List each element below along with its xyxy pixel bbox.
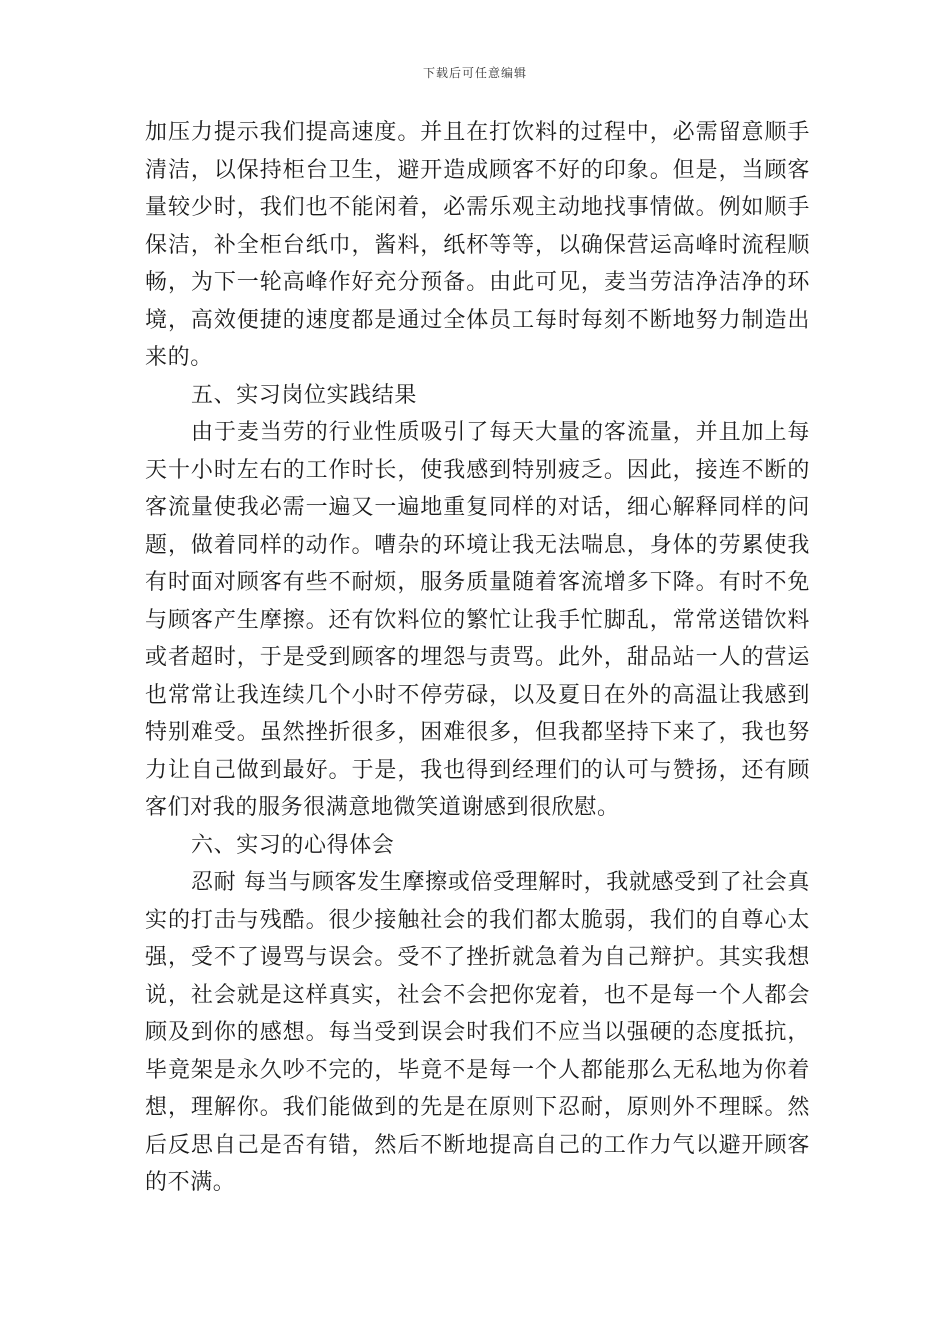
section-heading-5: 五、实习岗位实践结果: [191, 382, 418, 408]
paragraph-practice-results: 由于麦当劳的行业性质吸引了每天大量的客流量，并且加上每天十小时左右的工作时长，使我感到特别疲乏。因此，接连不断的客流量使我必需一遍又一遍地重复同样的对话，细心解释同样的问题，做着同样的动作。嘈杂的环境让我无法喘息，身体的劳累使我有时面对顾客有些不耐烦，服务质量随着客流增多下降。有时不免与顾客产生摩擦。还有饮料位的繁忙让我手忙脚乱，常常送错饮料或者超时，于是受到顾客的埋怨与责骂。此外，甜品站一人的营运也常常让我连续几个小时不停劳碌，以及夏日在外的高温让我感到特别难受。虽然挫折很多，困难很多，但我都坚持下来了，我也努力让自己做到最好。于是，我也得到经理们的认可与赞扬，还有顾客们对我的服务很满意地微笑道谢感到很欣慰。: [145, 420, 810, 820]
section-heading-6: 六、实习的心得体会: [191, 832, 395, 858]
document-body: [145, 114, 810, 1202]
page-header: 下载后可任意编辑: [422, 66, 527, 80]
paragraph-reflections: 忍耐 每当与顾客发生摩擦或倍受理解时，我就感受到了社会真实的打击与残酷。很少接触社会的我们都太脆弱，我们的自尊心太强，受不了谩骂与误会。受不了挫折就急着为自己辩护。其实我想说，社会就是这样真实，社会不会把你宠着，也不是每一个人都会顾及到你的感想。每当受到误会时我们不应当以强硬的态度抵抗，毕竟架是永久吵不完的，毕竟不是每一个人都能那么无私地为你着想，理解你。我们能做到的先是在原则下忍耐，原则外不理睬。然后反思自己是否有错，然后不断地提高自己的工作力气以避开顾客的不满。: [145, 870, 810, 1195]
paragraph-continuation: 加压力提示我们提高速度。并且在打饮料的过程中，必需留意顺手清洁，以保持柜台卫生，避开造成顾客不好的印象。但是，当顾客量较少时，我们也不能闲着，必需乐观主动地找事情做。例如顺手保洁，补全柜台纸巾，酱料，纸杯等等，以确保营运高峰时流程顺畅，为下一轮高峰作好充分预备。由此可见，麦当劳洁净洁净的环境，高效便捷的速度都是通过全体员工每时每刻不断地努力制造出来的。: [145, 120, 810, 370]
